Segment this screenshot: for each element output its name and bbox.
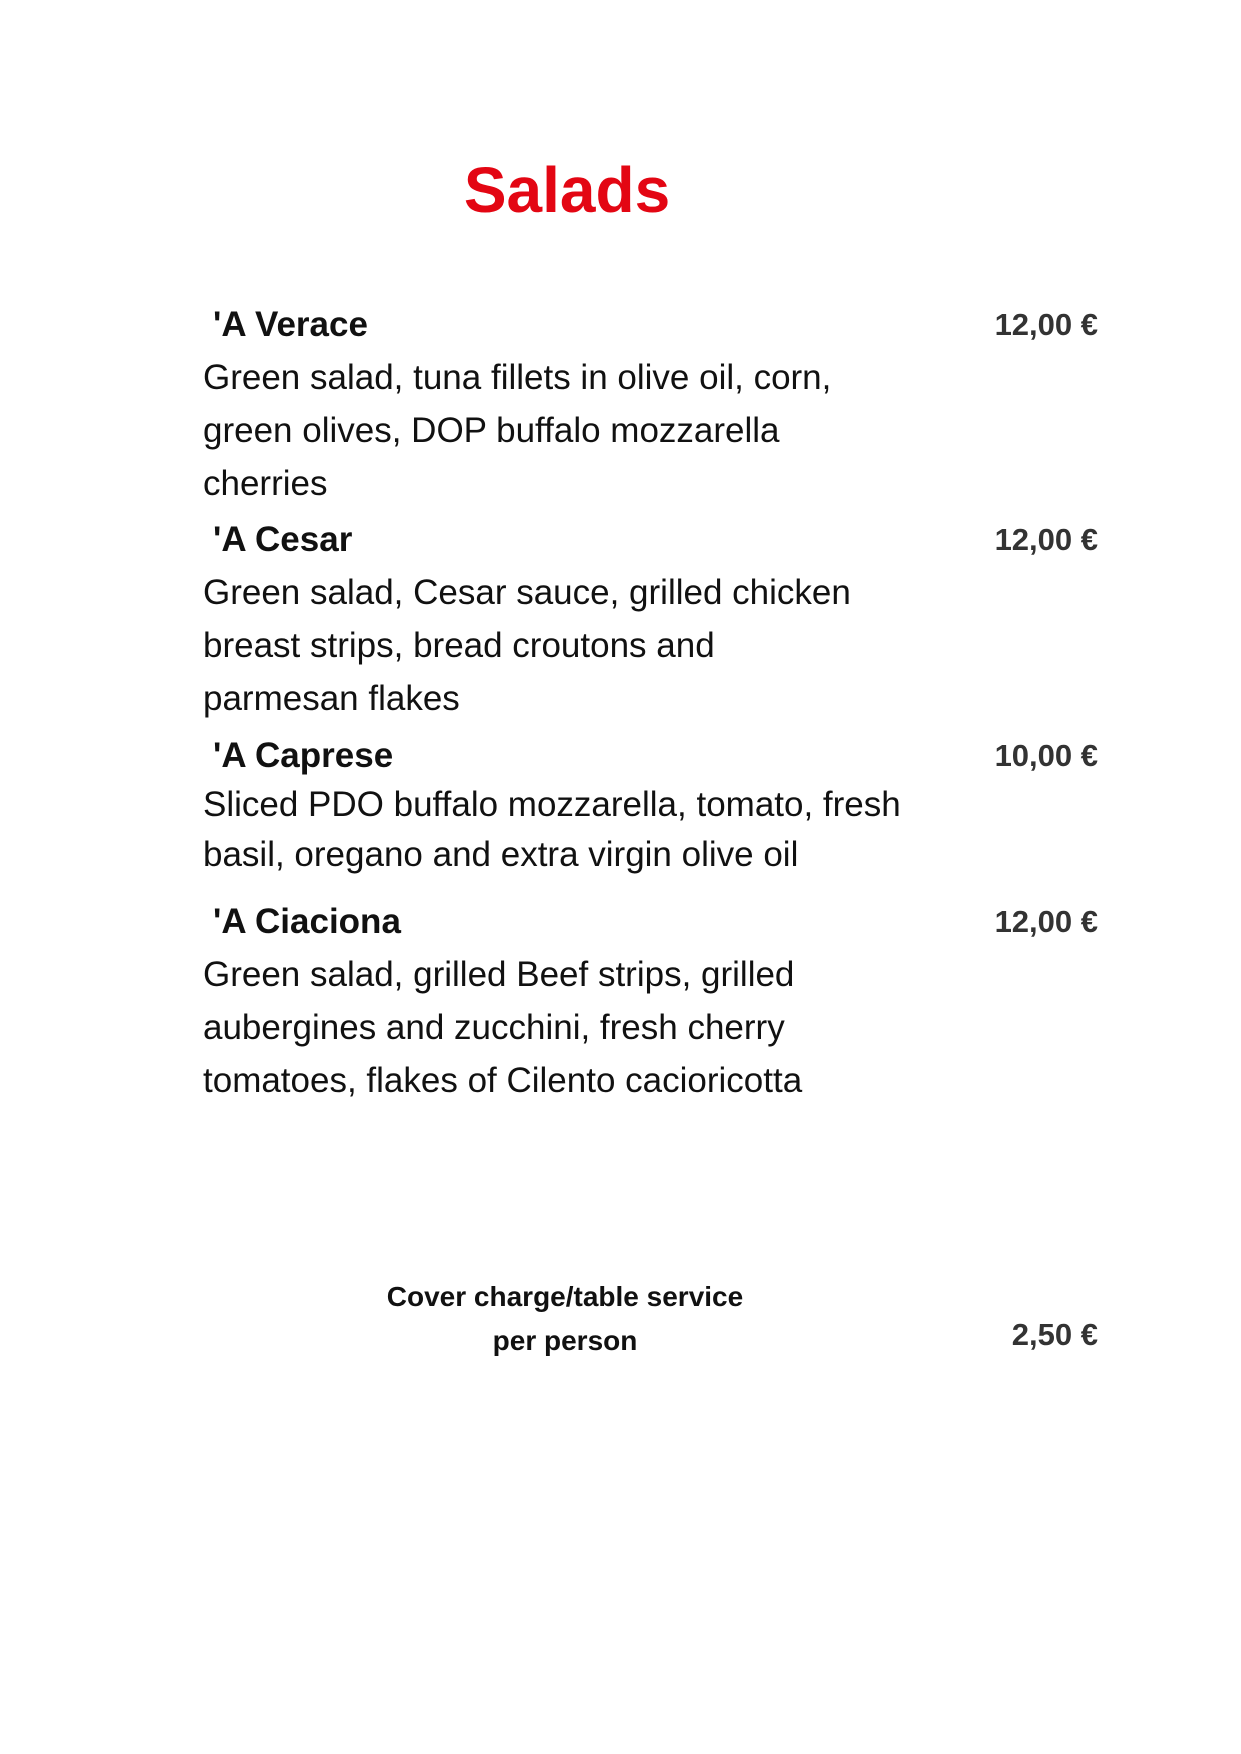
- cover-charge-line: per person: [492, 1325, 638, 1356]
- item-name: 'A Verace: [213, 305, 368, 344]
- item-description-line: aubergines and zucchini, fresh cherry: [203, 1008, 785, 1047]
- item-description-line: Green salad, Cesar sauce, grilled chicken: [203, 573, 851, 612]
- item-description: [203, 948, 923, 1107]
- item-description-line: parmesan flakes: [203, 679, 460, 718]
- item-description-line: Sliced PDO buffalo mozzarella, tomato, fresh: [203, 785, 901, 824]
- item-description: [203, 780, 923, 880]
- item-price: 12,00 €: [994, 522, 1098, 557]
- item-name: 'A Cesar: [213, 520, 353, 559]
- item-name: 'A Caprese: [213, 736, 394, 775]
- item-description-line: green olives, DOP buffalo mozzarella: [203, 411, 780, 450]
- item-price: 12,00 €: [994, 904, 1098, 939]
- page-title: Salads: [463, 154, 671, 226]
- item-description: [203, 566, 923, 725]
- cover-charge-label: [380, 1275, 750, 1363]
- item-price: 10,00 €: [994, 738, 1098, 773]
- item-description: [203, 351, 923, 510]
- item-description-line: basil, oregano and extra virgin olive oil: [203, 835, 799, 874]
- cover-charge-price: 2,50 €: [1011, 1317, 1098, 1352]
- cover-charge-line: Cover charge/table service: [386, 1281, 744, 1312]
- item-description-line: cherries: [203, 464, 328, 503]
- item-description-line: Green salad, grilled Beef strips, grilled: [203, 955, 795, 994]
- item-description-line: breast strips, bread croutons and: [203, 626, 715, 665]
- item-description-line: tomatoes, flakes of Cilento cacioricotta: [203, 1061, 803, 1100]
- item-price: 12,00 €: [994, 307, 1098, 342]
- item-description-line: Green salad, tuna fillets in olive oil, corn,: [203, 358, 832, 397]
- item-name: 'A Ciaciona: [213, 902, 401, 941]
